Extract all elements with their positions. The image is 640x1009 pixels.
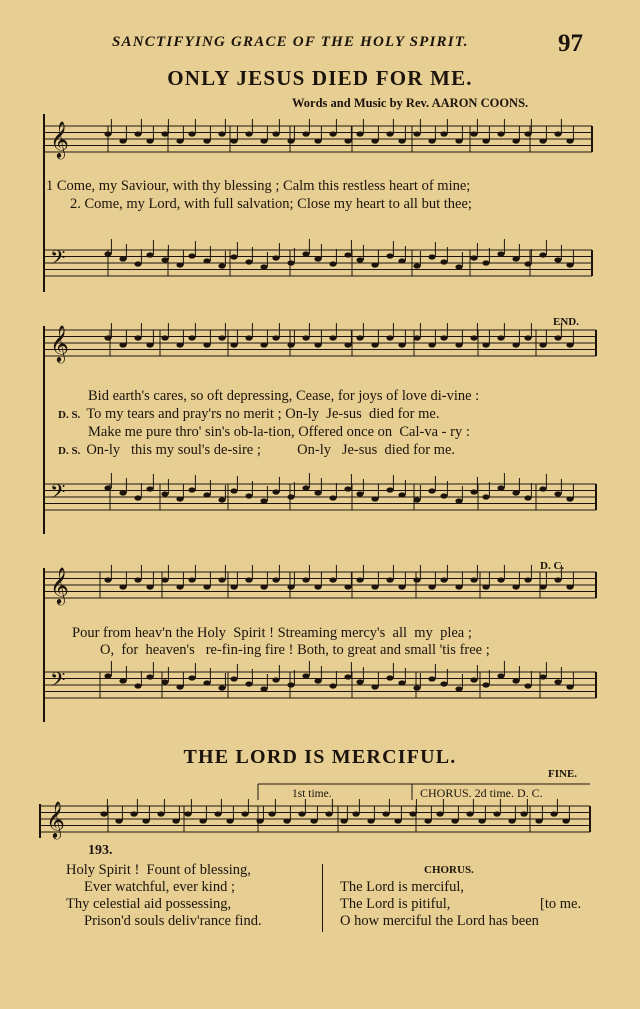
notehead [356, 131, 363, 136]
notehead [230, 676, 237, 681]
notehead [298, 811, 305, 816]
notehead [329, 495, 336, 500]
system1-treble-clef-icon: 𝄞 [50, 120, 69, 158]
running-header: SANCTIFYING GRACE OF THE HOLY SPIRIT. [112, 34, 469, 50]
notehead [329, 683, 336, 688]
notehead [482, 138, 489, 143]
notehead [524, 131, 531, 136]
notehead [566, 138, 573, 143]
notehead [199, 818, 206, 823]
notehead [398, 584, 405, 589]
notehead [512, 490, 519, 495]
ds-mark: D. S. [58, 409, 81, 421]
notehead [134, 131, 141, 136]
verse-line-1: Holy Spirit ! Fount of blessing, [66, 862, 251, 878]
notehead [256, 818, 263, 823]
notehead [314, 678, 321, 683]
notehead [512, 584, 519, 589]
notehead [272, 131, 279, 136]
lyric-verse-2: 2. Come, my Lord, with full salvation; Close my heart to all but thee; [70, 196, 472, 212]
notehead [214, 811, 221, 816]
dc-marker: D. C. [540, 560, 565, 572]
notehead [226, 818, 233, 823]
notehead [218, 335, 225, 340]
notehead [386, 487, 393, 492]
notehead [440, 493, 447, 498]
notehead [386, 253, 393, 258]
hymn-title: ONLY JESUS DIED FOR ME. [167, 66, 473, 90]
notehead [482, 584, 489, 589]
notehead [302, 131, 309, 136]
notehead [470, 131, 477, 136]
notehead [134, 683, 141, 688]
verse-line-3: Thy celestial aid possessing, [66, 896, 232, 912]
notehead [119, 342, 126, 347]
notehead [272, 489, 279, 494]
lyric-line-6: O, for heaven's re-fin-ing fire ! Both, to great and small 'tis free ; [100, 642, 490, 658]
notehead [161, 679, 168, 684]
notehead [440, 335, 447, 340]
notehead [329, 261, 336, 266]
notehead [466, 811, 473, 816]
notehead [440, 131, 447, 136]
notehead [146, 342, 153, 347]
notehead [428, 138, 435, 143]
notehead [287, 342, 294, 347]
notehead [272, 677, 279, 682]
system1-bass-clef-icon: 𝄢 [50, 246, 66, 274]
hymn-credit: Words and Music by Rev. AARON COONS. [292, 96, 529, 110]
notehead [371, 684, 378, 689]
notehead [455, 498, 462, 503]
notehead [218, 577, 225, 582]
notehead [104, 131, 111, 136]
notehead [440, 577, 447, 582]
notehead [470, 335, 477, 340]
notehead [203, 258, 210, 263]
notehead [161, 577, 168, 582]
page-number: 97 [558, 30, 583, 57]
lyric-line-1: Bid earth's cares, so oft depressing, Cease, for joys of love di-vine : [88, 388, 480, 404]
notehead [188, 131, 195, 136]
lyric-line-3: Make me pure thro' sin's ob-la-tion, Offered once on Cal-va - ry : [88, 424, 470, 440]
notehead [104, 251, 111, 256]
notehead [428, 254, 435, 259]
notehead [497, 485, 504, 490]
notehead [470, 255, 477, 260]
notehead [184, 811, 191, 816]
notehead [371, 496, 378, 501]
notehead [497, 251, 504, 256]
notehead [260, 264, 267, 269]
notehead [146, 584, 153, 589]
notehead [524, 335, 531, 340]
notehead [218, 263, 225, 268]
notehead [398, 680, 405, 685]
notehead [356, 577, 363, 582]
notehead [172, 818, 179, 823]
notehead [230, 488, 237, 493]
notehead [554, 131, 561, 136]
notehead [386, 131, 393, 136]
notehead [287, 682, 294, 687]
notehead [272, 255, 279, 260]
notehead [230, 254, 237, 259]
notehead [104, 335, 111, 340]
notehead [428, 488, 435, 493]
notehead [539, 674, 546, 679]
notehead [344, 342, 351, 347]
notehead [203, 680, 210, 685]
notehead [245, 335, 252, 340]
hymn-title-2: THE LORD IS MERCIFUL. [183, 746, 457, 768]
notehead [245, 681, 252, 686]
notehead [524, 261, 531, 266]
notehead [245, 131, 252, 136]
notehead [398, 258, 405, 263]
notehead [104, 577, 111, 582]
lyric-line-4: D. S. On-ly this my soul's de-sire ; On-ly Je-sus died for me. [58, 442, 456, 458]
notehead [512, 138, 519, 143]
notehead [142, 818, 149, 823]
notehead [344, 674, 351, 679]
notehead [329, 335, 336, 340]
notehead [134, 261, 141, 266]
notehead [482, 260, 489, 265]
notehead [508, 818, 515, 823]
notehead [302, 577, 309, 582]
notehead [413, 497, 420, 502]
notehead [230, 584, 237, 589]
system2-treble-clef-icon: 𝄞 [50, 324, 69, 362]
system3-treble-clef-icon: 𝄞 [50, 566, 69, 604]
notehead [424, 818, 431, 823]
notehead [176, 496, 183, 501]
notehead [440, 259, 447, 264]
notehead [344, 486, 351, 491]
notehead [203, 492, 210, 497]
notehead [478, 818, 485, 823]
notehead [260, 498, 267, 503]
notehead [428, 342, 435, 347]
verse-line-4: Prison'd souls deliv'rance find. [84, 913, 262, 929]
notehead [161, 257, 168, 262]
notehead [386, 675, 393, 680]
notehead [398, 492, 405, 497]
system3-bass-clef-icon: 𝄢 [50, 668, 66, 696]
notehead [497, 577, 504, 582]
hymn2-treble-clef-icon: 𝄞 [46, 800, 65, 838]
notehead [566, 262, 573, 267]
notehead [367, 818, 374, 823]
notehead [493, 811, 500, 816]
fine-marker: FINE. [548, 768, 578, 780]
notehead [287, 138, 294, 143]
notehead [566, 342, 573, 347]
notehead [203, 584, 210, 589]
notehead [188, 335, 195, 340]
notehead [325, 811, 332, 816]
notehead [161, 491, 168, 496]
notehead [119, 138, 126, 143]
notehead [260, 138, 267, 143]
notehead [230, 138, 237, 143]
notehead [413, 263, 420, 268]
notehead [344, 252, 351, 257]
notehead [157, 811, 164, 816]
notehead [260, 686, 267, 691]
notehead [188, 487, 195, 492]
notehead [218, 685, 225, 690]
notehead [176, 262, 183, 267]
notehead [371, 262, 378, 267]
notehead [188, 253, 195, 258]
notehead [302, 335, 309, 340]
notehead [310, 818, 317, 823]
notehead [535, 818, 542, 823]
notehead [302, 485, 309, 490]
notehead [482, 494, 489, 499]
notehead [302, 673, 309, 678]
notehead [119, 584, 126, 589]
notehead [104, 673, 111, 678]
notehead [314, 342, 321, 347]
notehead [398, 342, 405, 347]
notehead [268, 811, 275, 816]
notehead [119, 256, 126, 261]
notehead [394, 818, 401, 823]
notehead [413, 335, 420, 340]
notehead [371, 342, 378, 347]
notehead [119, 490, 126, 495]
notehead [562, 818, 569, 823]
notehead [482, 342, 489, 347]
notehead [539, 342, 546, 347]
notehead [497, 131, 504, 136]
notehead [115, 818, 122, 823]
notehead [455, 584, 462, 589]
notehead [245, 493, 252, 498]
notehead [470, 677, 477, 682]
system2-bass-clef-icon: 𝄢 [50, 480, 66, 508]
lyric-line-5: Pour from heav'n the Holy Spirit ! Streaming mercy's all my plea ; [72, 625, 472, 641]
notehead [455, 264, 462, 269]
notehead [428, 676, 435, 681]
notehead [398, 138, 405, 143]
chorus-line-2: The Lord is pitiful, [340, 896, 451, 912]
notehead [539, 486, 546, 491]
notehead [344, 138, 351, 143]
notehead [524, 495, 531, 500]
notehead [550, 811, 557, 816]
notehead [218, 131, 225, 136]
notehead [188, 577, 195, 582]
notehead [260, 342, 267, 347]
notehead [371, 584, 378, 589]
verse-line-2: Ever watchful, ever kind ; [84, 879, 235, 895]
notehead [482, 682, 489, 687]
notehead [470, 489, 477, 494]
notehead [413, 577, 420, 582]
notehead [176, 138, 183, 143]
notehead [272, 577, 279, 582]
notehead [451, 818, 458, 823]
notehead [176, 584, 183, 589]
notehead [260, 584, 267, 589]
notehead [356, 679, 363, 684]
notehead [100, 811, 107, 816]
notehead [470, 577, 477, 582]
notehead [161, 131, 168, 136]
notehead [512, 256, 519, 261]
notehead [524, 683, 531, 688]
notehead [524, 577, 531, 582]
notehead [287, 260, 294, 265]
notehead [230, 342, 237, 347]
notehead [539, 138, 546, 143]
notehead [241, 811, 248, 816]
first-time-label: 1st time. [292, 788, 332, 800]
notehead [161, 335, 168, 340]
notehead [497, 335, 504, 340]
notehead [409, 811, 416, 816]
notehead [329, 577, 336, 582]
notehead [455, 686, 462, 691]
notehead [455, 138, 462, 143]
notehead [566, 496, 573, 501]
ds-mark-2: D. S. [58, 445, 81, 457]
notehead [245, 577, 252, 582]
notehead [314, 138, 321, 143]
notehead [520, 811, 527, 816]
column-divider [322, 864, 323, 932]
notehead [146, 674, 153, 679]
notehead [146, 252, 153, 257]
notehead [188, 675, 195, 680]
notehead [554, 679, 561, 684]
notehead [413, 685, 420, 690]
notehead [356, 491, 363, 496]
notehead [218, 497, 225, 502]
notehead [554, 577, 561, 582]
notehead [356, 335, 363, 340]
notehead [302, 251, 309, 256]
notehead [314, 584, 321, 589]
end-marker: END. [553, 316, 579, 328]
notehead [203, 138, 210, 143]
notehead [176, 684, 183, 689]
notehead [314, 490, 321, 495]
notehead [554, 491, 561, 496]
notehead [329, 131, 336, 136]
notehead [382, 811, 389, 816]
notehead [314, 256, 321, 261]
notehead [440, 681, 447, 686]
notehead [119, 678, 126, 683]
lyric-line-2: D. S. To my tears and pray'rs no merit ; On-ly Je-sus died for me. [58, 406, 440, 422]
notehead [176, 342, 183, 347]
notehead [512, 678, 519, 683]
notehead [371, 138, 378, 143]
notehead [146, 138, 153, 143]
notehead [245, 259, 252, 264]
notehead [356, 257, 363, 262]
notehead [344, 584, 351, 589]
notehead [539, 252, 546, 257]
chorus-line-3: O how merciful the Lord has been [340, 913, 539, 929]
notehead [455, 342, 462, 347]
lyric-verse-1: 1 Come, my Saviour, with thy blessing ; Calm this restless heart of mine; [46, 178, 471, 194]
chorus-line-1: The Lord is merciful, [340, 879, 465, 895]
notehead [134, 577, 141, 582]
notehead [287, 584, 294, 589]
notehead [134, 495, 141, 500]
chorus-label: CHORUS. 2d time. D. C. [420, 786, 543, 800]
notehead [340, 818, 347, 823]
notehead [287, 494, 294, 499]
notehead [539, 584, 546, 589]
notehead [386, 577, 393, 582]
notehead [566, 584, 573, 589]
notehead [352, 811, 359, 816]
notehead [512, 342, 519, 347]
notehead [146, 486, 153, 491]
notehead [497, 673, 504, 678]
notehead [283, 818, 290, 823]
notehead [272, 335, 279, 340]
chorus-heading: CHORUS. [424, 864, 474, 876]
notehead [428, 584, 435, 589]
notehead [413, 131, 420, 136]
notehead [203, 342, 210, 347]
notehead [436, 811, 443, 816]
notehead [554, 257, 561, 262]
notehead [566, 684, 573, 689]
notehead [386, 335, 393, 340]
notehead [130, 811, 137, 816]
notehead [134, 335, 141, 340]
notehead [104, 485, 111, 490]
hymn-number: 193. [88, 843, 113, 858]
notehead [554, 335, 561, 340]
chorus-tail: [to me. [540, 896, 582, 912]
